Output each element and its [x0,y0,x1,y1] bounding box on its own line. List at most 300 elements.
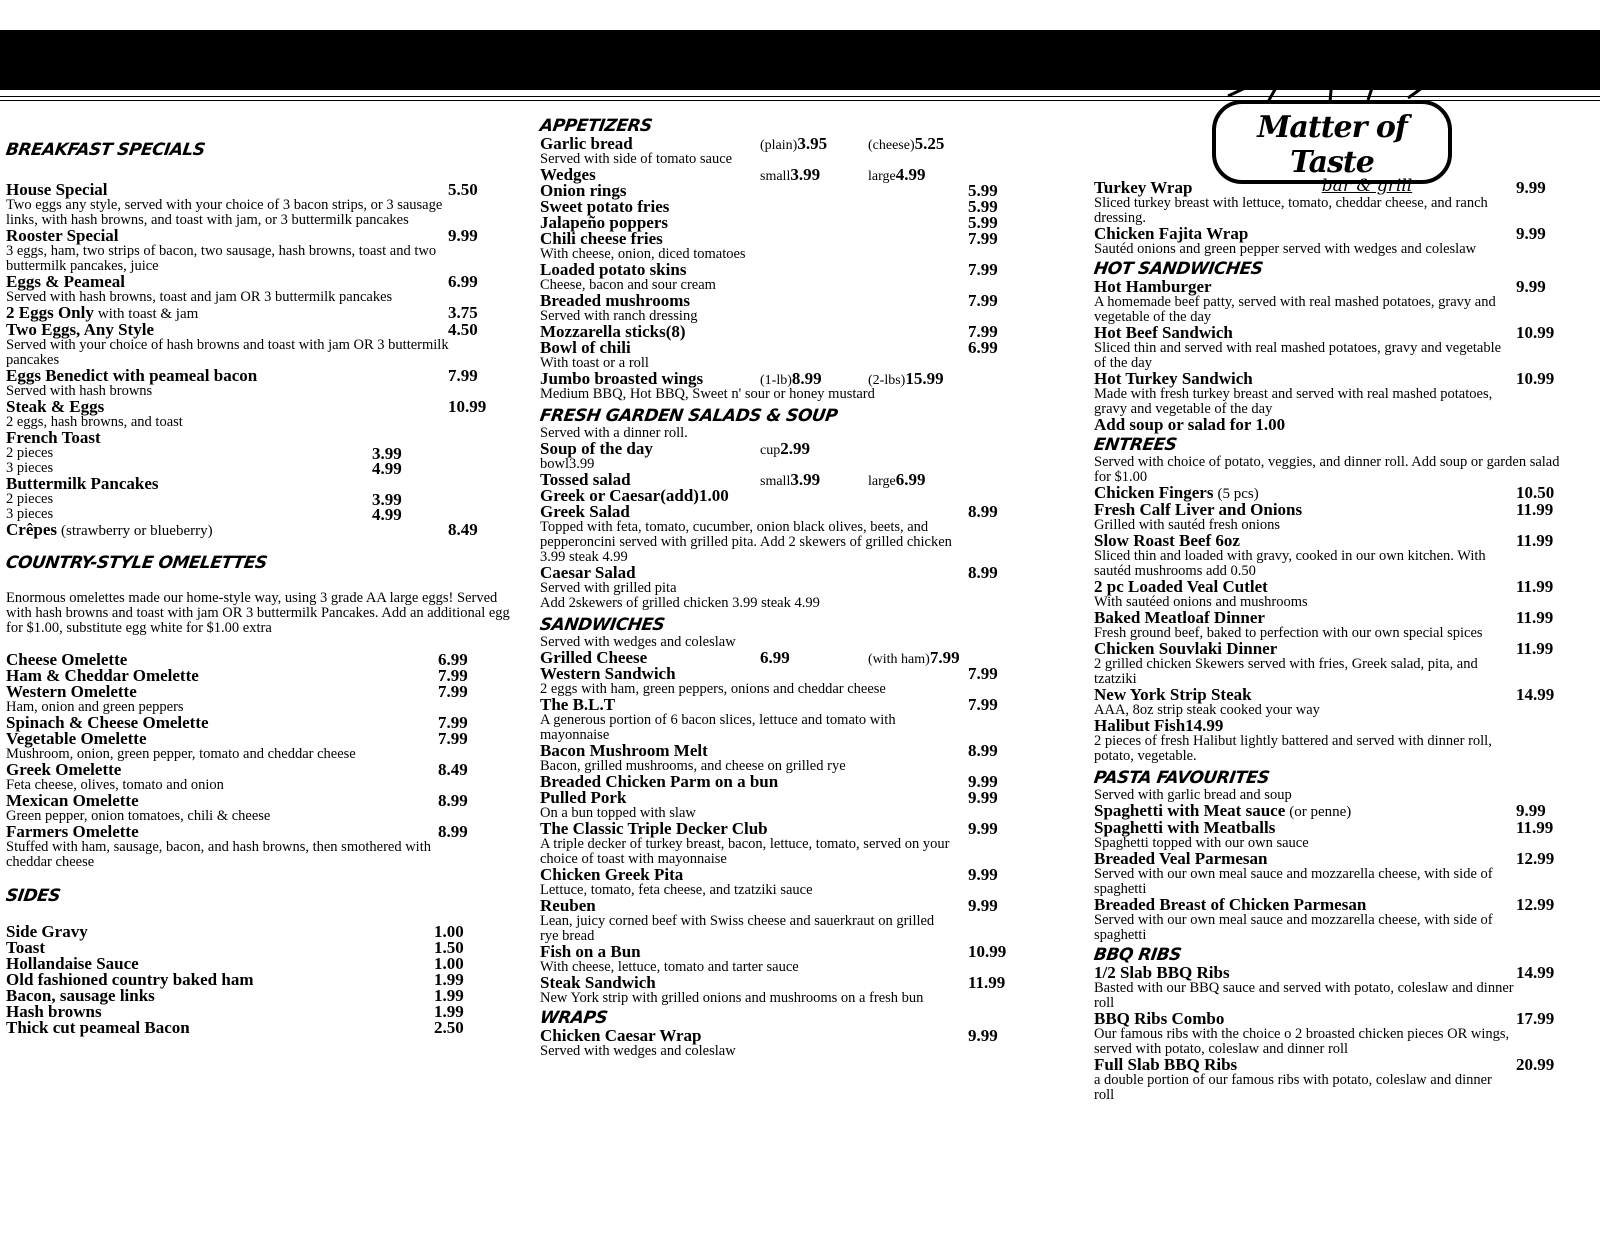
appetizers-list [540,136,1036,402]
item-price-secondary [968,1028,998,1043]
menu-item [540,293,1036,324]
menu-item [6,274,510,305]
item-price-value: 7.99 [968,291,998,310]
item-name: 2 Eggs Only [6,303,94,322]
item-description: 2 eggs, hash browns, and toast [6,414,183,430]
item-description: Feta cheese, olives, tomato and onion [6,777,224,793]
item-name: Two Eggs, Any Style [6,320,154,339]
item-price: 7.99 [438,666,468,685]
ribs-list [1094,965,1574,1103]
item-name: Steak Sandwich [540,973,656,992]
item-name: Fish on a Bun [540,942,641,961]
menu-item [1094,371,1574,417]
item-name: Spaghetti with Meatballs [1094,818,1276,837]
item-price: 9.99 [448,226,478,245]
item-description: 2 pieces of fresh Halibut lightly battered and served with dinner roll, potato, vegetable. [1094,733,1492,764]
item-price: 8.99 [438,791,468,810]
item-name: 1/2 Slab BBQ Ribs [1094,963,1230,982]
item-name: Greek or Caesar(add)1.00 [540,486,729,505]
item-price-primary [760,650,790,665]
item-description: Fresh ground beef, baked to perfection with our own special spices [1094,625,1483,641]
item-price-value: 3.99 [790,470,821,489]
item-description: 3 eggs, ham, two strips of bacon, two sausage, hash browns, toast and two buttermilk pancakes, juice [6,243,437,274]
menu-item [1094,610,1574,641]
item-name: Wedges [540,165,596,184]
item-price-label: cup [760,443,781,458]
item-price: 10.99 [448,397,487,416]
section-title-sandwiches: SANDWICHES [538,615,666,635]
item-price-secondary [968,790,998,805]
item-price: 9.99 [1516,224,1546,243]
item-name: Sweet potato fries [540,197,670,216]
item-name: Mozzarella sticks(8) [540,322,686,341]
item-name: Spinach & Cheese Omelette [6,713,209,732]
item-price-value: 7.99 [968,229,998,248]
item-name: Chili cheese fries [540,229,663,248]
item-name: Western Omelette [6,682,137,701]
item-name: Hollandaise Sauce [6,954,139,973]
menu-item [6,446,510,461]
item-price-label: (1-lb) [760,373,792,388]
item-name: Turkey Wrap [1094,178,1193,197]
menu-item [6,522,510,539]
item-price-secondary [968,504,998,519]
section-title-omelettes: COUNTRY-STYLE OMELETTES [4,553,269,573]
item-description: With cheese, lettuce, tomato and tarter sauce [540,959,799,975]
item-name: Hot Beef Sandwich [1094,323,1233,342]
column-entrees [1094,180,1574,1103]
item-price-value: 7.99 [968,664,998,683]
item-price-secondary [968,821,998,836]
item-price-secondary [968,774,998,789]
item-price: 4.99 [372,459,402,478]
salads-intro: Served with a dinner roll. [540,425,688,441]
wraps-list [540,1028,1036,1059]
item-name: Rooster Special [6,226,119,245]
item-name: Breaded mushrooms [540,291,691,310]
item-price-value: 6.99 [895,470,926,489]
item-description: Served with hash browns, toast and jam OR 3 buttermilk pancakes [6,289,393,305]
item-name: Chicken Souvlaki Dinner [1094,639,1278,658]
item-price-secondary [968,697,998,712]
menu-item [6,507,510,522]
item-description: bowl3.99 [540,456,595,472]
item-name: Thick cut peameal Bacon [6,1018,190,1037]
menu-item [1094,641,1574,687]
item-description: Served with your choice of hash browns and toast with jam OR 3 buttermilk pancakes [6,337,449,368]
item-name: Reuben [540,896,596,915]
logo-subtitle: bar & grill [1321,176,1413,196]
section-title-pasta: PASTA FAVOURITES [1092,768,1271,788]
item-price-secondary [968,324,998,339]
menu-item [6,492,510,507]
item-price: 7.99 [448,366,478,385]
menu-item [540,975,1036,1006]
menu-item [1094,718,1574,764]
item-price: 17.99 [1516,1009,1555,1028]
item-name: Steak & Eggs [6,397,105,416]
pasta-intro: Served with garlic bread and soup [1094,787,1292,803]
item-description: Green pepper, onion tomatoes, chili & cheese [6,808,271,824]
item-name: Breaded Chicken Parm on a bun [540,772,779,791]
item-price: 1.99 [434,970,464,989]
item-description: Served with our own meal sauce and mozzarella cheese, with side of spaghetti [1094,912,1493,943]
item-description: 3 pieces [6,460,54,476]
item-price-value: 10.99 [968,942,1007,961]
item-price-label: (cheese) [868,138,915,153]
item-description: Lettuce, tomato, feta cheese, and tzatziki sauce [540,882,813,898]
item-name: Hot Hamburger [1094,277,1212,296]
sandwiches-list [540,650,1036,1006]
section-title-entrees: ENTREES [1092,435,1178,455]
item-description: 2 pieces [6,491,54,507]
item-price-value: 9.99 [968,896,998,915]
item-description: 3 pieces [6,506,54,522]
item-price-value: 9.99 [968,865,998,884]
item-description: With toast or a roll [540,355,649,371]
menu-item [1094,279,1574,325]
item-price: 11.99 [1516,500,1554,519]
item-name: Breaded Veal Parmesan [1094,849,1268,868]
menu-item [540,790,1036,821]
item-price-secondary [968,231,998,246]
item-price: 1.99 [434,986,464,1005]
item-name: Grilled Cheese [540,648,648,667]
item-price-value: 3.99 [790,165,821,184]
item-price-label: large [868,474,896,489]
item-price-label: large [868,169,896,184]
item-price: 12.99 [1516,895,1555,914]
item-price: 7.99 [438,682,468,701]
menu-item [540,743,1036,774]
menu-item [1094,533,1574,579]
item-price-secondary [968,262,998,277]
item-name: French Toast [6,428,101,447]
item-price-secondary [868,472,925,489]
item-description: Sliced thin and served with real mashed potatoes, gravy and vegetable of the day [1094,340,1502,371]
item-price: 12.99 [1516,849,1555,868]
menu-item [6,368,510,399]
item-price-value: 5.25 [914,134,945,153]
item-description: A homemade beef patty, served with real mashed potatoes, gravy and vegetable of the day [1094,294,1496,325]
item-price-value: 7.99 [929,648,960,667]
item-price-label: (with ham) [868,652,930,667]
menu-item [540,231,1036,262]
menu-item [540,136,1036,167]
menu-item [6,182,510,228]
menu-item [1094,820,1574,851]
menu-item [6,731,510,762]
item-description: Served with hash browns [6,383,153,399]
column-appetizers [540,116,1036,1059]
menu-item [1094,502,1574,533]
section-title-hot: HOT SANDWICHES [1092,259,1264,279]
item-price-value: 5.99 [968,181,998,200]
item-price-primary [760,167,820,184]
item-name: Buttermilk Pancakes [6,474,159,493]
item-name-suffix: (5 pcs) [1217,486,1259,502]
item-description: With sautéed onions and mushrooms [1094,594,1308,610]
item-price: 9.99 [1516,178,1546,197]
menu-item [1094,897,1574,943]
menu-item [6,824,510,870]
item-description: Served with ranch dressing [540,308,698,324]
menu-item [540,697,1036,743]
menu-item [540,441,1036,472]
item-price: 10.50 [1516,483,1555,502]
item-description: Our famous ribs with the choice o 2 broasted chicken pieces OR wings, served with potato, coleslaw and dinner roll [1094,1026,1510,1057]
item-price-secondary [968,743,998,758]
item-description: Grilled with sautéd fresh onions [1094,517,1281,533]
item-description: Topped with feta, tomato, cucumber, onion black olives, beets, and pepperoncini served with grilled pita. Add 2 skewers of grilled chicken 3.99 steak 4.99 [540,519,952,565]
hot-list [1094,279,1574,433]
menu-item [540,821,1036,867]
item-price: 1.99 [434,1002,464,1021]
menu-item [1094,1011,1574,1057]
item-description: Made with fresh turkey breast and served with real mashed potatoes, gravy and vegetable of the day [1094,386,1493,417]
item-price-secondary [868,167,925,184]
section-title-salads: FRESH GARDEN SALADS & SOUP [538,406,839,426]
menu-item [540,666,1036,697]
entrees-list [1094,485,1574,764]
item-description: 2 grilled chicken Skewers served with fries, Greek salad, pita, and tzatziki [1094,656,1478,687]
item-price: 11.99 [1516,818,1554,837]
item-name: Chicken Greek Pita [540,865,684,884]
item-price-value: 5.99 [968,197,998,216]
item-description: Lean, juicy corned beef with Swiss cheese and sauerkraut on grilled rye bread [540,913,935,944]
item-price-value: 4.99 [895,165,926,184]
item-name: New York Strip Steak [1094,685,1252,704]
item-price-secondary [968,898,998,913]
menu-item [6,430,510,446]
item-description: Served with side of tomato sauce [540,151,733,167]
item-price: 1.00 [434,954,464,973]
menu-item [1094,965,1574,1011]
item-price: 14.99 [1516,685,1555,704]
item-name: Hot Turkey Sandwich [1094,369,1253,388]
item-name: Loaded potato skins [540,260,687,279]
item-name-suffix: (or penne) [1289,804,1352,820]
item-name: Halibut Fish14.99 [1094,716,1224,735]
item-price-value: 9.99 [968,772,998,791]
logo-title: Matter of Taste [1257,110,1407,180]
item-name: Jalapeño poppers [540,213,668,232]
item-name: Cheese Omelette [6,650,128,669]
item-price: 9.99 [1516,277,1546,296]
item-price-label: (2-lbs) [868,373,906,388]
item-price-primary [760,136,827,153]
item-price-secondary [968,183,998,198]
item-price: 8.99 [438,822,468,841]
item-name: The B.L.T [540,695,616,714]
item-price: 8.49 [448,520,478,539]
item-price: 1.50 [434,938,464,957]
item-name: Side Gravy [6,922,88,941]
item-description: Sliced thin and loaded with gravy, cooked in our own kitchen. With sautéd mushrooms add 0.50 [1094,548,1486,579]
item-price-secondary [868,650,960,667]
menu-item [1094,687,1574,718]
item-price-secondary [968,867,998,882]
item-price: 4.50 [448,320,478,339]
item-name: Baked Meatloaf Dinner [1094,608,1265,627]
item-description: 2 pieces [6,445,54,461]
item-name: Jumbo broasted wings [540,369,704,388]
item-price-secondary [968,666,998,681]
item-price-primary [760,441,810,458]
item-name: Tossed salad [540,470,631,489]
item-description: Ham, onion and green peppers [6,699,184,715]
item-description: Cheese, bacon and sour cream [540,277,716,293]
item-description: Served with grilled pita [540,580,677,596]
item-description: a double portion of our famous ribs with potato, coleslaw and dinner roll [1094,1072,1492,1103]
item-description: Mushroom, onion, green pepper, tomato and cheddar cheese [6,746,356,762]
item-price-value: 7.99 [968,260,998,279]
item-price-value: 11.99 [968,973,1006,992]
menu-item [1094,851,1574,897]
item-name: Hash browns [6,1002,102,1021]
menu-item [540,1028,1036,1059]
item-description: AAA, 8oz strip steak cooked your way [1094,702,1320,718]
menu-item [540,898,1036,944]
item-description: Bacon, grilled mushrooms, and cheese on grilled rye [540,758,846,774]
item-price-secondary [968,215,998,230]
item-price-primary [760,371,822,388]
item-price-value: 6.99 [968,338,998,357]
item-name: Pulled Pork [540,788,627,807]
item-price-value: 9.99 [968,788,998,807]
item-price: 3.99 [372,444,402,463]
item-description: On a bun topped with slaw [540,805,696,821]
item-price-value: 8.99 [968,563,998,582]
salads-list [540,441,1036,611]
item-price: 4.99 [372,505,402,524]
section-title-wraps: WRAPS [538,1008,609,1028]
menu-item [540,371,1036,402]
logo [1212,100,1452,196]
item-price: 8.49 [438,760,468,779]
menu-item [1094,1057,1574,1103]
item-name: Slow Roast Beef 6oz [1094,531,1240,550]
menu-item [540,262,1036,293]
section-title-breakfast: BREAKFAST SPECIALS [4,140,207,160]
item-price: 9.99 [1516,801,1546,820]
menu-item [1094,180,1574,226]
item-name: Fresh Calf Liver and Onions [1094,500,1303,519]
item-name: The Classic Triple Decker Club [540,819,768,838]
item-name: Vegetable Omelette [6,729,147,748]
item-name-suffix: (strawberry or blueberry) [60,523,213,539]
item-price: 10.99 [1516,369,1555,388]
item-price-label: small [760,169,791,184]
item-price-value: 6.99 [760,648,790,667]
item-description: Served with our own meal sauce and mozzarella cheese, with side of spaghetti [1094,866,1493,897]
section-title-sides: SIDES [4,886,62,906]
menu-item [540,504,1036,565]
item-price-value: 9.99 [968,819,998,838]
item-price-secondary [968,975,1005,990]
menu-item [1094,325,1574,371]
item-price: 7.99 [438,729,468,748]
item-name: Soup of the day [540,439,653,458]
item-description: A triple decker of turkey breast, bacon, lettuce, tomato, served on your choice of toast with mayonnaise [540,836,950,867]
item-description: Served with wedges and coleslaw [540,1043,736,1059]
section-title-appetizers: APPETIZERS [538,116,654,136]
item-name: Spaghetti with Meat sauce [1094,801,1286,820]
item-price: 2.50 [434,1018,464,1037]
item-name: Eggs Benedict with peameal bacon [6,366,258,385]
section-title-ribs: BBQ RIBS [1092,945,1183,965]
item-price: 3.75 [448,303,478,322]
item-price-value: 2.99 [780,439,810,458]
item-name: Greek Salad [540,502,630,521]
item-name: Eggs & Peameal [6,272,125,291]
item-price: 1.00 [434,922,464,941]
item-name: Crêpes [6,520,57,539]
item-name: Bowl of chili [540,338,631,357]
item-name: Chicken Fajita Wrap [1094,224,1249,243]
menu-item [1094,226,1574,257]
item-description: New York strip with grilled onions and mushrooms on a fresh bun [540,990,924,1006]
item-description: With cheese, onion, diced tomatoes [540,246,746,262]
item-name: Greek Omelette [6,760,122,779]
item-name: Farmers Omelette [6,822,139,841]
pasta-list [1094,803,1574,943]
menu-item [540,867,1036,898]
item-name: Mexican Omelette [6,791,139,810]
item-price-secondary [868,371,944,388]
item-name: Garlic bread [540,134,633,153]
item-price-secondary [968,565,998,580]
menu-item [6,762,510,793]
item-price-secondary [968,944,1006,959]
menu-item [6,793,510,824]
item-price-secondary [968,293,998,308]
item-price-secondary [868,136,944,153]
item-name: Chicken Fingers [1094,483,1214,502]
item-price: 6.99 [438,650,468,669]
menu-item [540,340,1036,371]
item-description: Medium BBQ, Hot BBQ, Sweet n' sour or honey mustard [540,386,875,402]
menu-item [1094,579,1574,610]
item-price: 11.99 [1516,577,1554,596]
menu-item [6,228,510,274]
item-price-value: 9.99 [968,1026,998,1045]
item-name: Caesar Salad [540,563,636,582]
item-price: 11.99 [1516,608,1554,627]
column-breakfast [6,140,510,1036]
item-price: 20.99 [1516,1055,1555,1074]
item-name: Full Slab BBQ Ribs [1094,1055,1238,1074]
item-price: 5.50 [448,180,478,199]
item-description: Basted with our BBQ sauce and served with potato, coleslaw and dinner roll [1094,980,1514,1011]
item-name-suffix: with toast & jam [97,306,199,322]
menu-item [6,684,510,715]
item-description: Sautéd onions and green pepper served with wedges and coleslaw [1094,241,1477,257]
item-description: Two eggs any style, served with your choice of 3 bacon strips, or 3 sausage links, with hash browns, and toast with jam, or 3 buttermilk pancakes [6,197,443,228]
item-price: 7.99 [438,713,468,732]
item-price: 6.99 [448,272,478,291]
item-description: Stuffed with ham, sausage, bacon, and hash browns, then smothered with cheddar cheese [6,839,431,870]
item-price-value: 3.95 [797,134,828,153]
item-price: 14.99 [1516,963,1555,982]
item-price-value: 7.99 [968,695,998,714]
item-name: Western Sandwich [540,664,676,683]
item-price-value: 8.99 [968,502,998,521]
item-price-primary [760,472,820,489]
item-description: 2 eggs with ham, green peppers, onions and cheddar cheese [540,681,886,697]
item-price-value: 7.99 [968,322,998,341]
item-price-label: (plain) [760,138,798,153]
